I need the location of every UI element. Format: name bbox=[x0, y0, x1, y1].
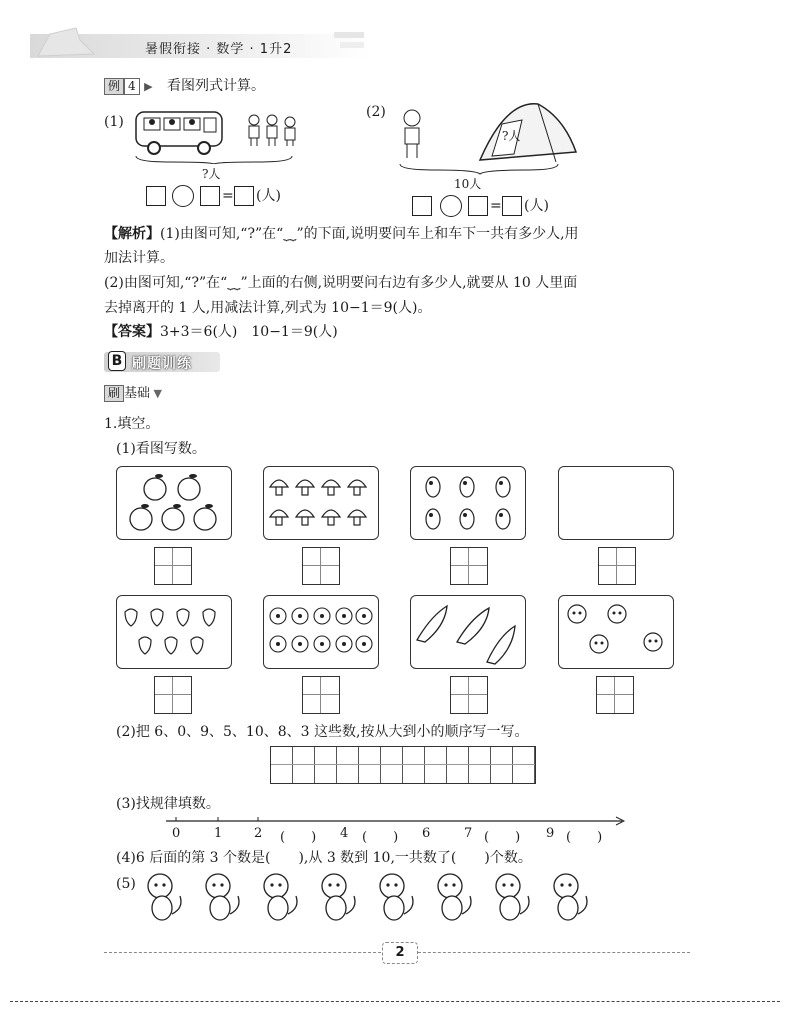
brace-icon: ⏟⏟ bbox=[227, 277, 241, 290]
part2-tent-label: ?人 bbox=[502, 129, 521, 143]
q1-title: 1.填空。 bbox=[104, 416, 160, 432]
analysis-line-4: 去掉离开的 1 人,用减法计算,列式为 10−1＝9(人)。 bbox=[104, 300, 432, 316]
q1-part4: (4)6 后面的第 3 个数是( ),从 3 数到 10,一共数了( )个数。 bbox=[116, 850, 532, 866]
numberline-blank[interactable]: ( ) bbox=[280, 830, 317, 845]
operator-circle[interactable] bbox=[440, 195, 462, 217]
picture-panel-birds bbox=[410, 595, 526, 669]
monkey-icon bbox=[559, 596, 673, 668]
triangle-down-icon: ▼ bbox=[150, 387, 162, 400]
answer-box[interactable] bbox=[502, 196, 522, 216]
analysis-text-1: (1)由图可知,“?”在“ bbox=[160, 226, 284, 242]
answer-box[interactable] bbox=[468, 196, 488, 216]
header-corner-icon bbox=[36, 24, 96, 62]
page-number: 2 bbox=[382, 942, 418, 964]
numberline-label: 2 bbox=[254, 826, 263, 841]
numberline-blank[interactable]: ( ) bbox=[484, 830, 521, 845]
answer-box[interactable] bbox=[234, 186, 254, 206]
part1-question: ?人 bbox=[202, 167, 221, 181]
answer-box[interactable] bbox=[412, 196, 432, 216]
numberline-label: 1 bbox=[214, 826, 223, 841]
header-title: 暑假衔接 · 数学 · 1升2 bbox=[145, 42, 293, 57]
number-writing-box[interactable] bbox=[154, 676, 192, 714]
number-writing-box[interactable] bbox=[154, 547, 192, 585]
numberline-blank[interactable]: ( ) bbox=[362, 830, 399, 845]
analysis-line-2: 加法计算。 bbox=[104, 250, 174, 266]
part2-total: 10人 bbox=[454, 177, 482, 191]
example-tag: 例 bbox=[104, 78, 124, 95]
operator-circle[interactable] bbox=[172, 185, 194, 207]
fish-icon bbox=[411, 467, 525, 539]
mushroom-icon bbox=[264, 467, 378, 539]
q1-part2: (2)把 6、0、9、5、10、8、3 这些数,按从大到小的顺序写一写。 bbox=[116, 724, 529, 740]
picture-panel-fish bbox=[410, 466, 526, 540]
basic-heading bbox=[104, 384, 162, 404]
tent-illustration bbox=[396, 98, 582, 182]
q1-part1: (1)看图写数。 bbox=[116, 441, 206, 457]
children-icon bbox=[249, 115, 295, 146]
part2-label: (2) bbox=[366, 104, 386, 120]
answer-line bbox=[104, 322, 338, 342]
brace-icon: ⏟⏟ bbox=[283, 228, 297, 241]
number-writing-box[interactable] bbox=[598, 547, 636, 585]
numberline-label: 0 bbox=[172, 826, 181, 841]
numberline-blank[interactable]: ( ) bbox=[566, 830, 603, 845]
answer-text: 3+3＝6(人) 10−1＝9(人) bbox=[160, 324, 338, 340]
header-deco-icon bbox=[330, 26, 370, 60]
section-b-letter: B bbox=[108, 351, 126, 371]
numberline-label: 6 bbox=[422, 826, 431, 841]
picture-panel-strawberries bbox=[116, 595, 232, 669]
monkey-icon bbox=[138, 868, 602, 928]
answer-box[interactable] bbox=[146, 186, 166, 206]
answer-box[interactable] bbox=[200, 186, 220, 206]
flower-icon bbox=[264, 596, 378, 668]
numberline-label: 9 bbox=[546, 826, 555, 841]
example-heading bbox=[104, 76, 265, 97]
basic-tag: 刷 bbox=[104, 385, 124, 402]
number-writing-box[interactable] bbox=[450, 547, 488, 585]
basic-title: 基础 bbox=[124, 386, 151, 401]
numberline-label: 4 bbox=[340, 826, 349, 841]
answer-label: 【答案】 bbox=[104, 324, 160, 340]
analysis-text-3: (2)由图可知,“?”在“ bbox=[104, 275, 228, 291]
number-writing-box[interactable] bbox=[596, 676, 634, 714]
equals-sign: = bbox=[490, 198, 502, 214]
number-writing-box[interactable] bbox=[302, 547, 340, 585]
bus-icon bbox=[136, 112, 222, 154]
apple-icon bbox=[117, 467, 231, 539]
analysis-label: 【解析】 bbox=[104, 226, 160, 242]
example-arrow-icon: ▶ bbox=[144, 80, 153, 93]
boy-icon bbox=[404, 110, 420, 158]
part1-unit: (人) bbox=[256, 188, 281, 204]
example-instruction: 看图列式计算。 bbox=[167, 78, 266, 94]
example-number: 4 bbox=[124, 78, 140, 95]
monkey-row bbox=[138, 868, 602, 932]
part1-label: (1) bbox=[104, 114, 124, 130]
number-writing-box[interactable] bbox=[302, 676, 340, 714]
bird-icon bbox=[411, 596, 525, 668]
section-b-title: 刷题训练 bbox=[132, 356, 192, 372]
picture-panel-monkeys bbox=[558, 595, 674, 669]
tent-icon bbox=[480, 104, 576, 162]
picture-panel-flowers bbox=[263, 595, 379, 669]
number-writing-box[interactable] bbox=[450, 676, 488, 714]
picture-panel-mushrooms bbox=[263, 466, 379, 540]
picture-panel-apples bbox=[116, 466, 232, 540]
cut-line bbox=[10, 1001, 780, 1002]
bus-illustration bbox=[130, 106, 300, 168]
q1-part3: (3)找规律填数。 bbox=[116, 796, 220, 812]
ordering-answer-cells[interactable] bbox=[270, 746, 536, 784]
numberline-label: 7 bbox=[464, 826, 473, 841]
picture-panel-empty bbox=[558, 466, 674, 540]
analysis-line-3 bbox=[104, 273, 577, 294]
analysis-text-1b: ”的下面,说明要问车上和车下一共有多少人,用 bbox=[296, 226, 579, 242]
part2-unit: (人) bbox=[524, 198, 549, 214]
q1-part5: (5) bbox=[116, 876, 136, 892]
analysis-text-3b: ”上面的右侧,说明要问右边有多少人,就要从 10 人里面 bbox=[240, 275, 578, 291]
analysis-line-1 bbox=[104, 224, 579, 245]
strawberry-icon bbox=[117, 596, 231, 668]
equals-sign: = bbox=[222, 188, 234, 204]
